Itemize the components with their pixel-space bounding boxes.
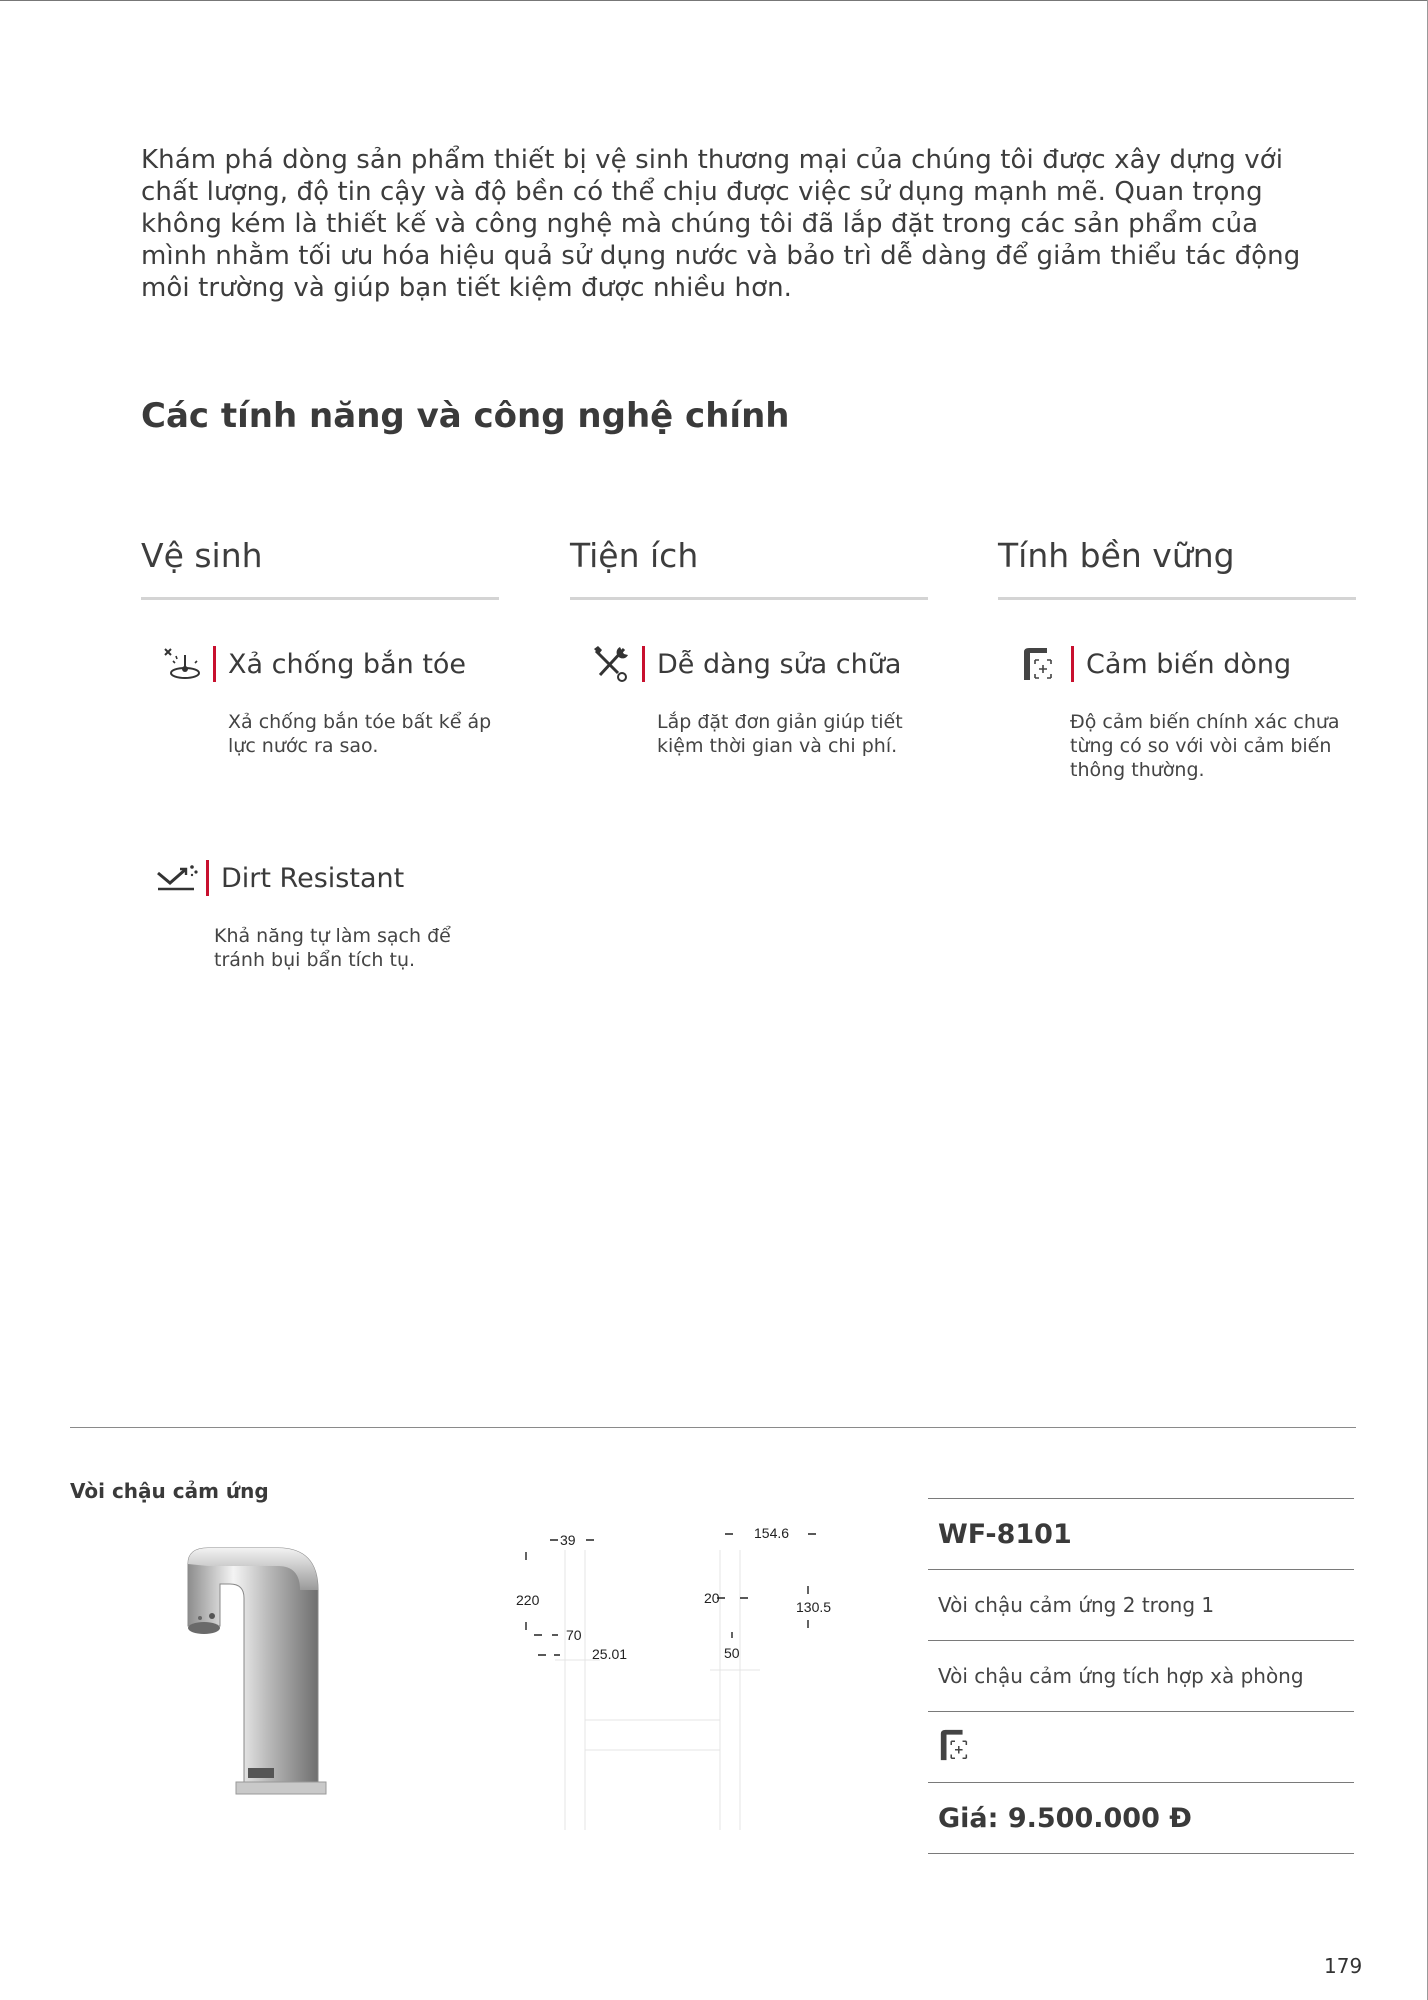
feature-accent-bar xyxy=(642,646,645,682)
dimension-label: 220 xyxy=(516,1592,540,1608)
tools-icon xyxy=(592,644,636,684)
feature-description: Xả chống bắn tóe bất kể áp lực nước ra sao. xyxy=(228,711,492,757)
faucet-product-image xyxy=(168,1546,368,1806)
dimension-drawing xyxy=(490,1510,840,1840)
spec-text: Vòi chậu cảm ứng tích hợp xà phòng xyxy=(938,1664,1304,1688)
product-category: Vòi chậu cảm ứng xyxy=(70,1479,269,1503)
spec-text: Vòi chậu cảm ứng 2 trong 1 xyxy=(938,1593,1215,1617)
feature-title: Dirt Resistant xyxy=(221,862,405,894)
faucet-sensor-icon xyxy=(938,1728,972,1767)
product-price: Giá: 9.500.000 Đ xyxy=(938,1802,1192,1834)
page-number: 179 xyxy=(1324,1954,1363,1978)
feature-dirt-resistant xyxy=(156,858,526,972)
feature-title: Dễ dàng sửa chữa xyxy=(657,648,902,680)
spec-row-price xyxy=(928,1782,1354,1854)
spec-row xyxy=(928,1569,1354,1640)
faucet-sensor-icon xyxy=(1021,644,1065,684)
dirt-resistant-icon xyxy=(156,858,200,898)
section-title: Các tính năng và công nghệ chính xyxy=(141,396,790,436)
column-heading: Tính bền vững xyxy=(998,536,1356,600)
section-divider xyxy=(70,1427,1356,1428)
feature-description: Độ cảm biến chính xác chưa từng có so với vòi cảm biến thông thường. xyxy=(1070,711,1340,781)
feature-accent-bar xyxy=(206,860,209,896)
dimension-label: 39 xyxy=(560,1532,576,1548)
page-border-top xyxy=(0,0,1428,1)
dimension-label: 50 xyxy=(724,1645,740,1661)
feature-title: Xả chống bắn tóe xyxy=(228,648,467,680)
column-heading: Vệ sinh xyxy=(141,536,499,600)
spec-row xyxy=(928,1640,1354,1711)
spec-row-model xyxy=(928,1498,1354,1569)
feature-flow-sensor xyxy=(1021,644,1391,782)
dimension-label: 70 xyxy=(566,1627,582,1643)
product-model: WF-8101 xyxy=(938,1518,1072,1550)
feature-description: Khả năng tự làm sạch để tránh bụi bẩn tích tụ. xyxy=(214,925,451,971)
column-sustainability xyxy=(998,536,1356,600)
feature-description: Lắp đặt đơn giản giúp tiết kiệm thời gian và chi phí. xyxy=(657,711,903,757)
dimension-label: 25.01 xyxy=(592,1646,628,1662)
column-utility xyxy=(570,536,928,600)
dimension-label: 130.5 xyxy=(796,1599,832,1615)
anti-splash-icon xyxy=(163,644,207,684)
feature-title: Cảm biến dòng xyxy=(1086,648,1292,680)
column-hygiene xyxy=(141,536,499,600)
product-spec-table xyxy=(928,1498,1354,1854)
dimension-label: 154.6 xyxy=(754,1525,790,1541)
feature-anti-splash xyxy=(163,644,533,758)
feature-accent-bar xyxy=(213,646,216,682)
intro-paragraph: Khám phá dòng sản phẩm thiết bị vệ sinh thương mại của chúng tôi được xây dựng với chất lượng, độ tin cậy và độ bền có thể chịu được việc sử dụng mạnh mẽ. Quan trọng không kém là thiết kế và công nghệ mà chúng tôi đã lắp đặt trong các sản phẩm của mình nhằm tối ưu hóa hiệu quả sử dụng nước và bảo trì dễ dàng để giảm thiểu tác động môi trường và giúp bạn tiết kiệm được nhiều hơn. xyxy=(141,145,1301,303)
dimension-label: 20 xyxy=(704,1590,720,1606)
column-heading: Tiện ích xyxy=(570,536,928,600)
spec-row-icon xyxy=(928,1711,1354,1782)
feature-easy-repair xyxy=(592,644,962,758)
feature-accent-bar xyxy=(1071,646,1074,682)
